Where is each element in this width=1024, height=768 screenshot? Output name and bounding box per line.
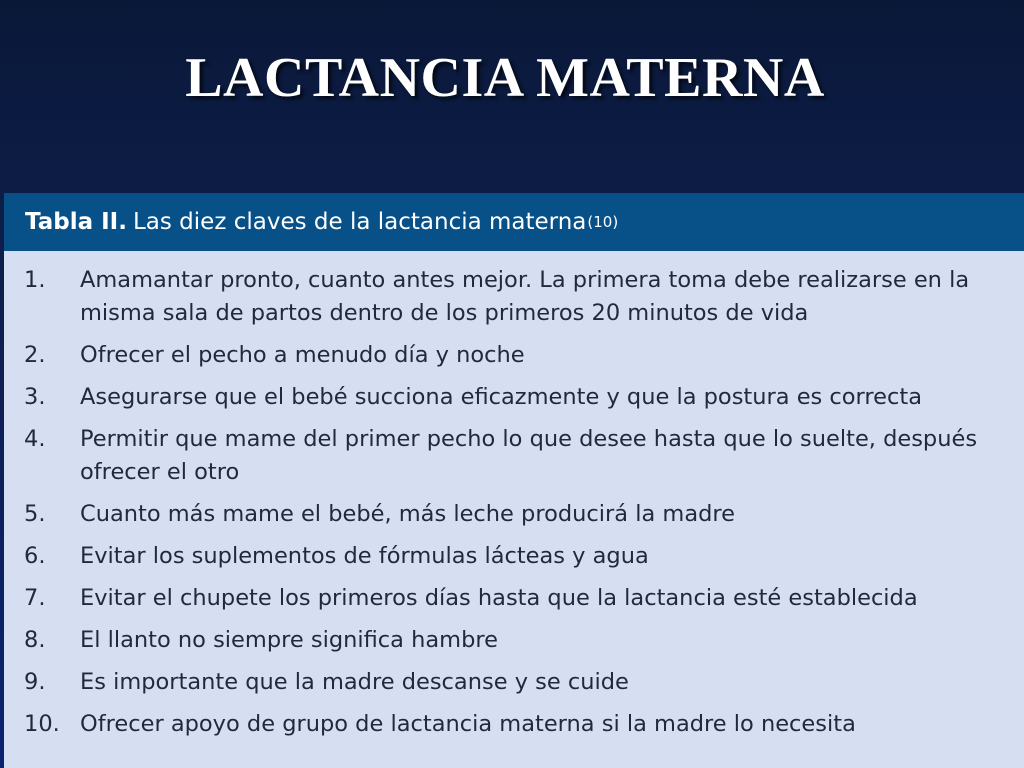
list-item	[4, 624, 1024, 657]
key-list	[4, 264, 1024, 750]
list-item	[4, 339, 1024, 372]
table-panel	[4, 193, 1024, 768]
item-text: Asegurarse que el bebé succiona eficazmente y que la postura es correcta	[80, 384, 922, 410]
item-number: 3.	[24, 384, 46, 410]
table-header	[4, 193, 1024, 251]
item-number: 8.	[24, 627, 46, 653]
item-text: Amamantar pronto, cuanto antes mejor. La primera toma debe realizarse en la misma sala de partos dentro de los primeros 20 minutos de vida	[80, 267, 970, 326]
item-number: 9.	[24, 669, 46, 695]
list-item	[4, 381, 1024, 414]
list-item	[4, 708, 1024, 741]
item-number: 5.	[24, 501, 46, 527]
item-number: 10.	[24, 711, 60, 737]
item-text: Ofrecer apoyo de grupo de lactancia materna si la madre lo necesita	[80, 711, 856, 737]
list-item	[4, 540, 1024, 573]
list-item	[4, 423, 1024, 489]
item-number: 7.	[24, 585, 46, 611]
list-item	[4, 666, 1024, 699]
item-number: 1.	[24, 267, 46, 293]
item-number: 6.	[24, 543, 46, 569]
table-caption: Las diez claves de la lactancia materna	[132, 209, 587, 235]
list-item	[4, 582, 1024, 615]
list-item	[4, 264, 1024, 330]
list-item	[4, 498, 1024, 531]
item-number: 2.	[24, 342, 46, 368]
table-reference: (10)	[587, 213, 619, 231]
item-text: El llanto no siempre significa hambre	[80, 627, 498, 653]
item-number: 4.	[24, 426, 46, 452]
item-text: Es importante que la madre descanse y se cuide	[80, 669, 629, 695]
table-label: Tabla II.	[25, 209, 127, 235]
slide-title: LACTANCIA MATERNA	[185, 47, 825, 109]
item-text: Cuanto más mame el bebé, más leche producirá la madre	[80, 501, 735, 527]
item-text: Ofrecer el pecho a menudo día y noche	[80, 342, 525, 368]
item-text: Evitar los suplementos de fórmulas lácteas y agua	[80, 543, 649, 569]
item-text: Evitar el chupete los primeros días hasta que la lactancia esté establecida	[80, 585, 918, 611]
item-text: Permitir que mame del primer pecho lo que desee hasta que lo suelte, después ofrecer el otro	[80, 426, 978, 485]
